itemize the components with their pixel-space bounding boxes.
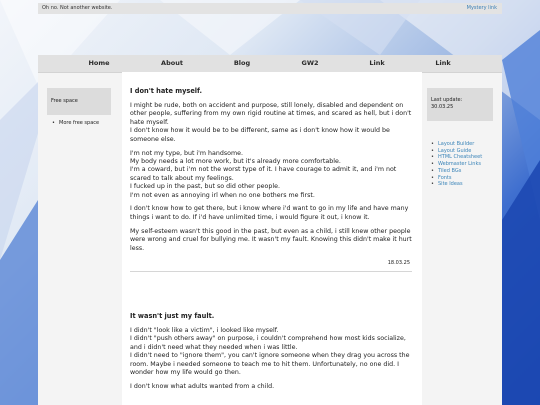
link-layout-guide[interactable]: Layout Guide [438,147,472,154]
link-layout-builder[interactable]: Layout Builder [438,141,475,147]
post-divider [130,271,412,272]
free-space-label: Free space [51,98,78,104]
last-update-label: Last update: [431,97,463,103]
post-paragraph: I didn't "look like a victim", i looked like myself. I didn't "push others away" on purpose, i couldn't comprehend how most kids socialize, and i didn't need what they needed when i was little. I didn't need to "ignore them", you can't ignore someone when they drag you across the room. Maybe i needed someone to teach me to hit them. Unfortunately, no one did. I wonder how my life would go then. [130,327,410,377]
site-tagline: Oh no. Not another website. [42,5,113,11]
nav-blog[interactable]: Blog [233,59,251,67]
nav-link-2[interactable]: Link [435,59,451,67]
last-update-date: 30.03.25 [431,104,454,110]
post-paragraph: I don't know how to get there, but i know where i'd want to go in my life and have many things i want to do. If i'd have unlimited time, i would figure it out, i know it. [130,205,409,221]
nav-home[interactable]: Home [88,59,110,67]
post-paragraph: My self-esteem wasn't this good in the past, but even as a child, i still knew other people were wrong and cruel for bullying me. It wasn't my fault. Knowing this didn't make it hurt less. [130,227,412,252]
link-site-ideas[interactable]: Site Ideas [438,181,463,188]
link-webmaster-links[interactable]: Webmaster Links [438,161,481,168]
main-content [122,72,422,405]
blog-post [130,312,412,397]
main-nav [38,55,502,73]
list-item [431,141,482,148]
top-bar [38,3,502,14]
last-update-box [427,88,493,121]
left-sidebar-list [52,120,99,126]
post-paragraph: I'm not my type, but i'm handsome. My body needs a lot more work, but it's already more comfortable. I'm a coward, but i'm not the worst type of it. I have courage to admit it, and i'm not scared to talk about my feelings. I fucked up in the past, but so did other people. I'm not even as annoying irl when no one bothers me first. [130,149,397,199]
post-date: 18.03.25 [387,260,410,266]
nav-gw2[interactable]: GW2 [301,59,319,67]
list-item [431,168,482,175]
resource-links [431,141,482,188]
blog-post [130,87,412,272]
left-sidebar-box [47,88,111,115]
list-item [431,148,482,155]
post-paragraph: I might be rude, both on accident and purpose, still lonely, disabled and dependent on other people, suffering from my own rigid routine at times, and scared as hell, but i don't hate myself. I don't know how it would be to be different, same as i don't know how it would be someone else. [130,102,412,143]
list-item [431,181,482,188]
nav-link-1[interactable]: Link [369,59,385,67]
list-item [431,161,482,168]
link-tiled-bgs[interactable]: Tiled BGs [438,167,462,174]
nav-about[interactable]: About [161,59,183,67]
link-fonts[interactable]: Fonts [438,174,452,181]
list-item [431,175,482,182]
link-html-cheatsheet[interactable]: HTML Cheatsheet [438,154,483,161]
list-item: • More free space [52,120,99,126]
post-paragraph: I don't know what adults wanted from a child. [130,382,275,390]
list-item [431,154,482,161]
post-title: I don't hate myself. [130,87,203,95]
post-title: It wasn't just my fault. [130,312,215,320]
page-container [38,55,502,405]
mystery-link[interactable]: Mystery link [466,5,497,11]
